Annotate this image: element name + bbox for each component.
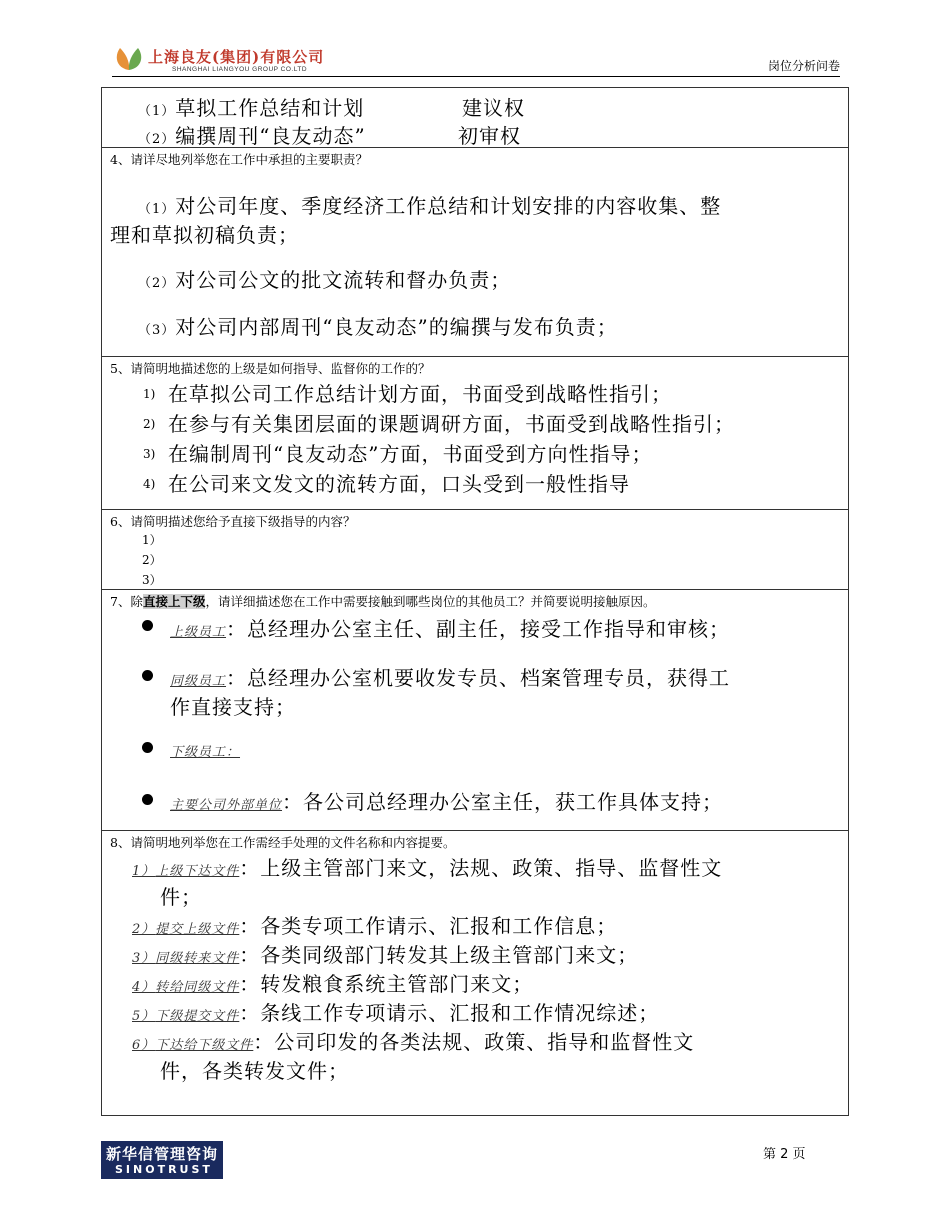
logo-text-cn: 新华信管理咨询 <box>106 1145 219 1163</box>
question-6: 6、请简明描述您给予直接下级指导的内容？ <box>110 514 356 529</box>
contact-item: 主要公司外部单位：各公司总经理办公室主任，获工作具体支持； <box>170 790 724 814</box>
list-num: 4) <box>143 477 156 491</box>
list-item: 1） <box>142 533 162 547</box>
bullet-icon <box>142 620 153 631</box>
file-item: 4）转给同级文件：转发粮食系统主管部门来文； <box>132 972 534 996</box>
question-7: 7、除直接上下级，请详细描述您在工作中需要接触到哪些岗位的其他员工？并简要说明接触原因。 <box>110 594 656 609</box>
file-item: 2）提交上级文件：各类专项工作请示、汇报和工作信息； <box>132 914 618 938</box>
duty-item: （1）对公司年度、季度经济工作总结和计划安排的内容收集、整 <box>138 194 722 218</box>
section-4 <box>102 147 848 357</box>
supervision-item: 在编制周刊“良友动态”方面，书面受到方向性指导； <box>168 442 653 466</box>
duty-item-cont: 理和草拟初稿负责； <box>110 223 299 247</box>
list-num: 3) <box>143 447 156 461</box>
consultancy-logo <box>101 1141 223 1179</box>
duty-item: （2）对公司公文的批文流转和督办负责； <box>138 268 512 292</box>
question-8: 8、请简明地列举您在工作需经手处理的文件名称和内容提要。 <box>110 835 456 850</box>
authority-right: 建议权 <box>462 96 525 120</box>
document-title: 岗位分析问卷 <box>767 59 840 73</box>
leaf-logo-icon <box>112 46 146 72</box>
page-number: 第 2 页 <box>763 1147 806 1162</box>
authority-row: （1）草拟工作总结和计划 <box>138 96 365 120</box>
section-authority <box>102 88 848 148</box>
contact-item: 上级员工：总经理办公室主任、副主任，接受工作指导和审核； <box>170 617 731 641</box>
section-5 <box>102 356 848 510</box>
question-5: 5、请简明地描述您的上级是如何指导、监督你的工作的？ <box>110 361 431 376</box>
page-header <box>112 44 840 77</box>
supervision-item: 在草拟公司工作总结计划方面，书面受到战略性指引； <box>168 382 672 406</box>
section-7 <box>102 589 848 831</box>
list-item: 2） <box>142 553 162 567</box>
bullet-icon <box>142 670 153 681</box>
authority-row: （2）编撰周刊“良友动态” <box>138 124 366 148</box>
file-item: 5）下级提交文件：条线工作专项请示、汇报和工作情况综述； <box>132 1001 660 1025</box>
bullet-icon <box>142 794 153 805</box>
file-item: 6）下达给下级文件：公司印发的各类法规、政策、指导和监督性文 <box>132 1030 695 1054</box>
contact-item-cont: 作直接支持； <box>170 695 296 719</box>
file-item-cont: 件； <box>160 885 202 909</box>
duty-item: （3）对公司内部周刊“良友动态”的编撰与发布负责； <box>138 315 618 339</box>
supervision-item: 在参与有关集团层面的课题调研方面，书面受到战略性指引； <box>168 412 735 436</box>
list-num: 2) <box>143 417 156 431</box>
list-num: 1) <box>143 387 156 401</box>
bullet-icon <box>142 742 153 753</box>
file-item: 1）上级下达文件：上级主管部门来文，法规、政策、指导、监督性文 <box>132 856 723 880</box>
company-name-cn: 上海良友(集团)有限公司 <box>148 48 325 66</box>
section-6 <box>102 509 848 590</box>
contact-item: 下级员工： <box>170 745 241 760</box>
questionnaire-table <box>101 87 849 1116</box>
supervision-item: 在公司来文发文的流转方面，口头受到一般性指导 <box>168 472 630 496</box>
highlight-text: 直接上下级 <box>142 594 206 609</box>
logo-text-en: SINOTRUST <box>115 1163 213 1176</box>
authority-right: 初审权 <box>458 124 521 148</box>
company-name-en: SHANGHAI LIANGYOU GROUP CO.LTD <box>172 66 308 73</box>
file-item: 3）同级转来文件：各类同级部门转发其上级主管部门来文； <box>132 943 639 967</box>
contact-item: 同级员工：总经理办公室机要收发专员、档案管理专员，获得工 <box>170 666 731 690</box>
section-8 <box>102 830 848 1115</box>
question-4: 4、请详尽地列举您在工作中承担的主要职责？ <box>110 152 368 167</box>
file-item-cont: 件，各类转发文件； <box>160 1059 349 1083</box>
list-item: 3） <box>142 573 162 587</box>
